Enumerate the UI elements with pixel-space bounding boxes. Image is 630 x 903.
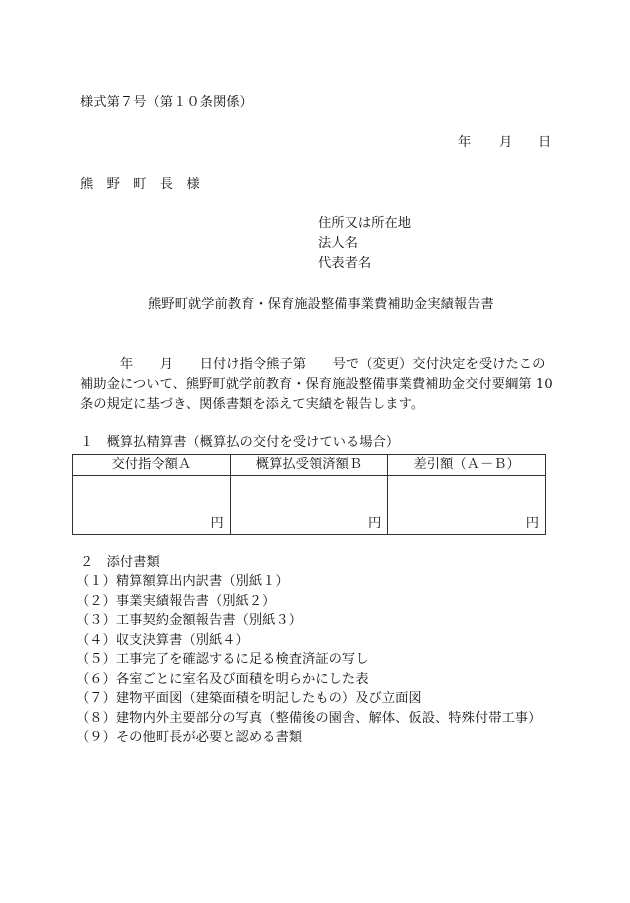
amount-diff-cell[interactable]: 円 bbox=[388, 476, 546, 535]
date-month: 月 bbox=[499, 135, 513, 150]
column-header-diff: 差引額（Ａ－Ｂ） bbox=[388, 455, 546, 476]
attachment-item: （３）工事契約金額報告書（別紙３） bbox=[76, 613, 303, 628]
addressee: 熊 野 町 長 様 bbox=[80, 177, 200, 192]
column-header-b: 概算払受領済額Ｂ bbox=[230, 455, 388, 476]
attachment-item: （５）工事完了を確認するに足る検査済証の写し bbox=[76, 652, 369, 667]
body-line: 年 月 日付け指令熊子第 号で（変更）交付決定を受けたこの bbox=[80, 357, 546, 372]
attachment-item: （４）収支決算書（別紙４） bbox=[76, 633, 249, 648]
applicant-address: 住所又は所在地 bbox=[318, 216, 412, 231]
applicant-corp-name: 法人名 bbox=[318, 236, 358, 251]
body-line: 補助金について、熊野町就学前教育・保育施設整備事業費補助金交付要綱第 10 bbox=[80, 377, 553, 392]
section2-heading: ２ 添付書類 bbox=[80, 555, 160, 570]
applicant-representative: 代表者名 bbox=[318, 256, 372, 271]
attachment-item: （７）建物平面図（建築面積を明記したもの）及び立面図 bbox=[76, 691, 422, 706]
attachment-item: （１）精算額算出内訳書（別紙１） bbox=[76, 574, 289, 589]
date-day: 日 bbox=[538, 135, 552, 150]
settlement-table bbox=[72, 454, 546, 535]
date-year: 年 bbox=[458, 135, 472, 150]
form-label: 様式第７号（第１０条関係） bbox=[80, 95, 253, 110]
attachment-item: （８）建物内外主要部分の写真（整備後の園舎、解体、仮設、特殊付帯工事） bbox=[76, 711, 542, 726]
section1-heading: １ 概算払精算書（概算払の交付を受けている場合） bbox=[80, 435, 400, 450]
attachment-item: （６）各室ごとに室名及び面積を明らかにした表 bbox=[76, 672, 369, 687]
document-title: 熊野町就学前教育・保育施設整備事業費補助金実績報告書 bbox=[148, 297, 494, 312]
amount-b-cell[interactable]: 円 bbox=[230, 476, 388, 535]
amount-a-cell[interactable]: 円 bbox=[73, 476, 231, 535]
attachment-item: （９）その他町長が必要と認める書類 bbox=[76, 730, 303, 745]
body-line: 条の規定に基づき、関係書類を添えて実績を報告します。 bbox=[80, 397, 425, 412]
column-header-a: 交付指令額Ａ bbox=[73, 455, 231, 476]
attachment-item: （２）事業実績報告書（別紙２） bbox=[76, 594, 276, 609]
